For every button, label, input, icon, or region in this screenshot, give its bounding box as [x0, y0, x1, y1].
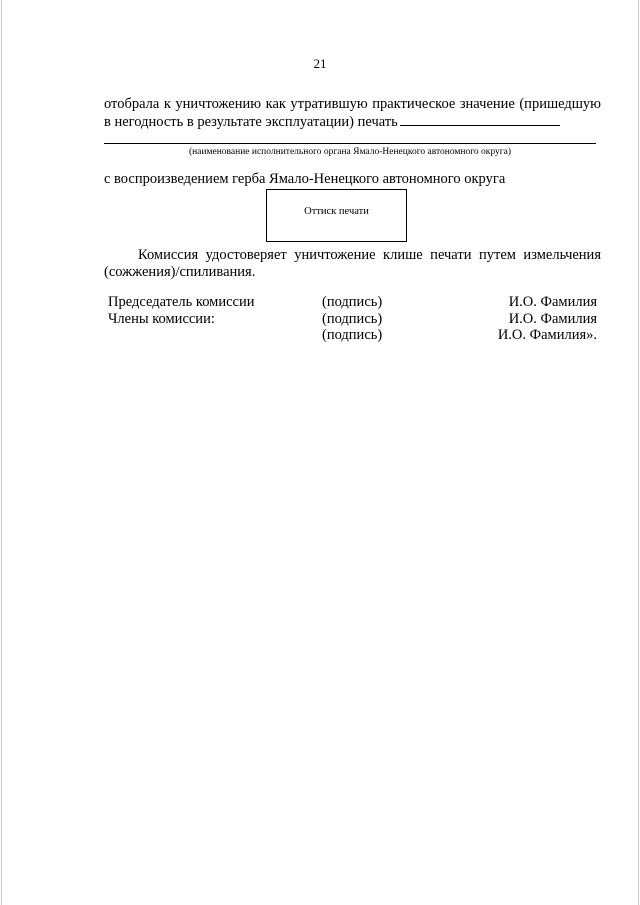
- signature-role: Председатель комиссии: [108, 294, 255, 310]
- destruction-paragraph: [104, 96, 601, 131]
- commission-paragraph-line2: (сожжения)/спиливания.: [104, 264, 256, 280]
- page-left-edge: [1, 0, 2, 905]
- destruction-paragraph-line1: отобрала к уничтожению как утратившую практическое значение (пришедшую: [104, 96, 601, 112]
- signature-name: И.О. Фамилия: [508, 294, 597, 310]
- signature-placeholder: (подпись): [322, 311, 383, 327]
- commission-paragraph: [104, 247, 601, 281]
- signature-row-member-2: [104, 327, 597, 344]
- stamp-impression-label: Оттиск печати: [304, 206, 369, 217]
- signature-placeholder: (подпись): [322, 294, 383, 310]
- signature-row-chairman: [104, 294, 597, 311]
- signature-name: И.О. Фамилия».: [497, 327, 597, 343]
- signature-placeholder: (подпись): [322, 327, 383, 343]
- signature-name: И.О. Фамилия: [508, 311, 597, 327]
- coat-of-arms-line: с воспроизведением герба Ямало-Ненецкого автономного округа: [104, 171, 506, 187]
- destruction-paragraph-line2: в негодность в результате эксплуатации) печать: [104, 114, 398, 130]
- org-name-blank-line: [104, 143, 596, 144]
- page-number: 21: [313, 56, 327, 71]
- page-right-edge: [638, 0, 639, 905]
- commission-paragraph-line1: Комиссия удостоверяет уничтожение клише печати путем измельчения: [138, 247, 601, 263]
- signature-row-member-1: [104, 311, 597, 328]
- org-name-caption: (наименование исполнительного органа Ямало-Ненецкого автономного округа): [188, 147, 512, 157]
- seal-name-blank: [400, 113, 560, 126]
- signature-role: Члены комиссии:: [108, 311, 215, 327]
